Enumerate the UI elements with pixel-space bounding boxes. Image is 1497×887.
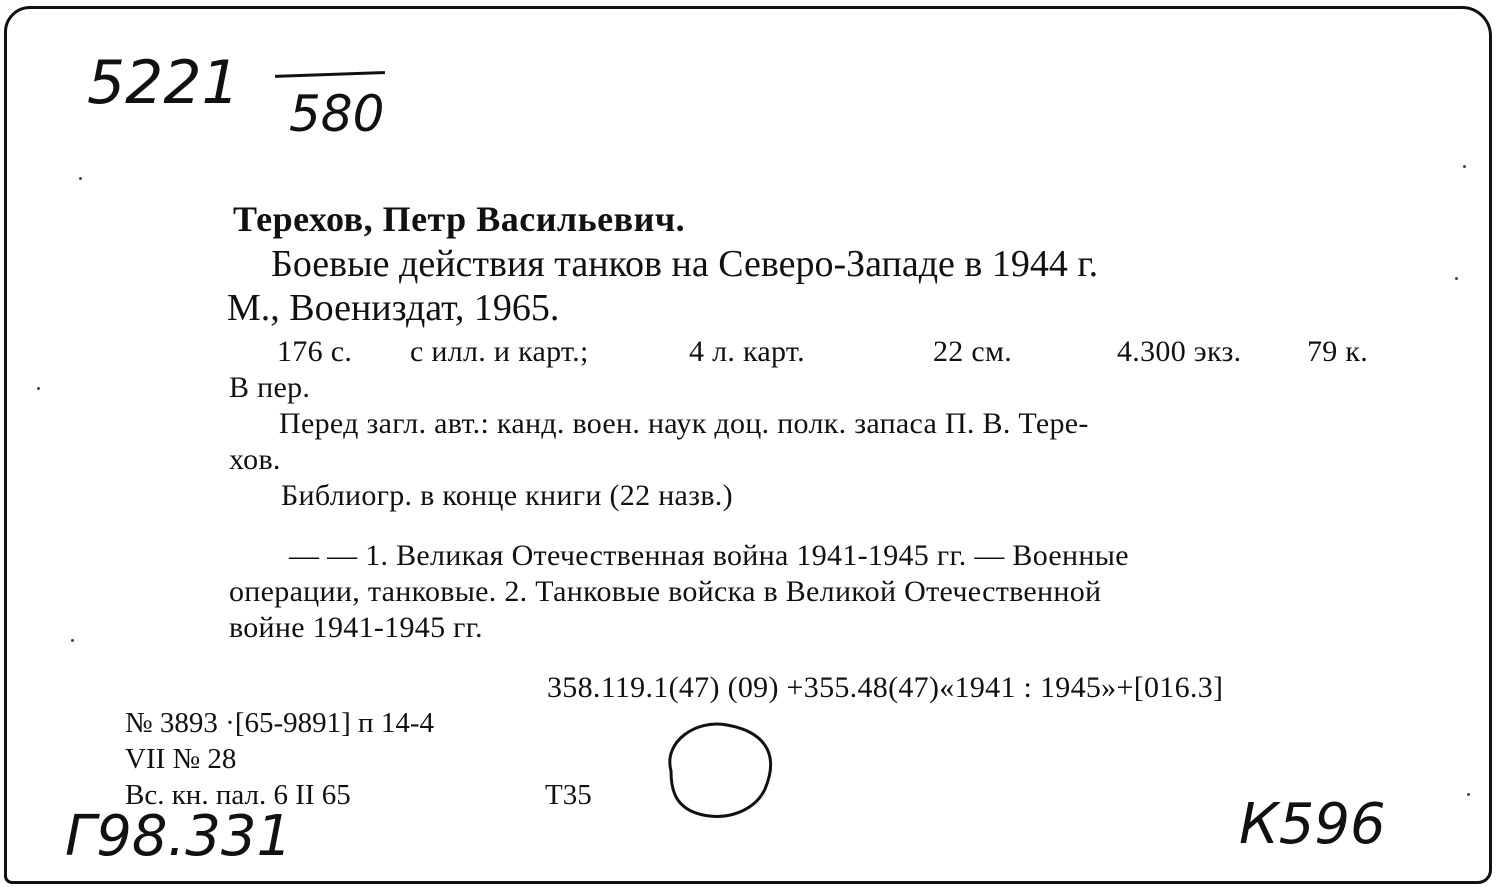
title-line: Боевые действия танков на Северо-Западе в 1944 г. xyxy=(271,243,1099,285)
collation-illustrations: с илл. и карт.; xyxy=(410,335,589,368)
fraction-bar xyxy=(275,71,385,78)
bibliography-note: Библиогр. в конце книги (22 назв.) xyxy=(281,479,733,512)
handwritten-shelf-fraction: 580 xyxy=(289,85,385,143)
collation-maps: 4 л. карт. xyxy=(689,335,805,368)
note-line-2: хов. xyxy=(229,443,281,476)
classification-index: 358.119.1(47) (09) +355.48(47)«1941 : 1945»+[016.3] xyxy=(547,671,1224,704)
binding: В пер. xyxy=(229,371,311,404)
collation-size: 22 см. xyxy=(933,335,1013,368)
collation-copies: 4.300 экз. xyxy=(1117,335,1242,368)
subjects-line-3: войне 1941-1945 гг. xyxy=(229,611,483,644)
dust-speck xyxy=(71,639,74,642)
catalog-card xyxy=(4,6,1492,884)
collation-price: 79 к. xyxy=(1307,335,1369,368)
dust-speck xyxy=(79,177,82,180)
print-code: Т35 xyxy=(545,779,592,811)
drawn-circle-mark xyxy=(657,711,787,827)
dust-speck xyxy=(37,387,40,390)
dust-speck xyxy=(1455,277,1458,280)
subjects-line-1: — — 1. Великая Отечественная война 1941-1945 гг. — Военные xyxy=(289,539,1129,572)
book-chamber-date: Вс. кн. пал. 6 II 65 xyxy=(125,779,351,811)
collation-pages: 176 с. xyxy=(277,335,353,368)
dust-speck xyxy=(1463,165,1466,168)
imprint: М., Воениздат, 1965. xyxy=(227,287,560,329)
handwritten-shelf-code: Г98.331 xyxy=(65,804,293,869)
subjects-line-2: операции, танковые. 2. Танковые войска в Великой Отечественной xyxy=(229,575,1102,608)
note-line-1: Перед загл. авт.: канд. воен. наук доц. полк. запаса П. В. Тере- xyxy=(279,407,1089,440)
handwritten-author-mark: К596 xyxy=(1239,792,1386,857)
dust-speck xyxy=(1467,793,1470,796)
author-heading: Терехов, Петр Васильевич. xyxy=(233,199,686,239)
order-number: № 3893 ·[65-9891] п 14-4 xyxy=(125,707,434,739)
handwritten-shelf-number: 5221 xyxy=(87,48,240,118)
series-number: VII № 28 xyxy=(125,743,237,775)
